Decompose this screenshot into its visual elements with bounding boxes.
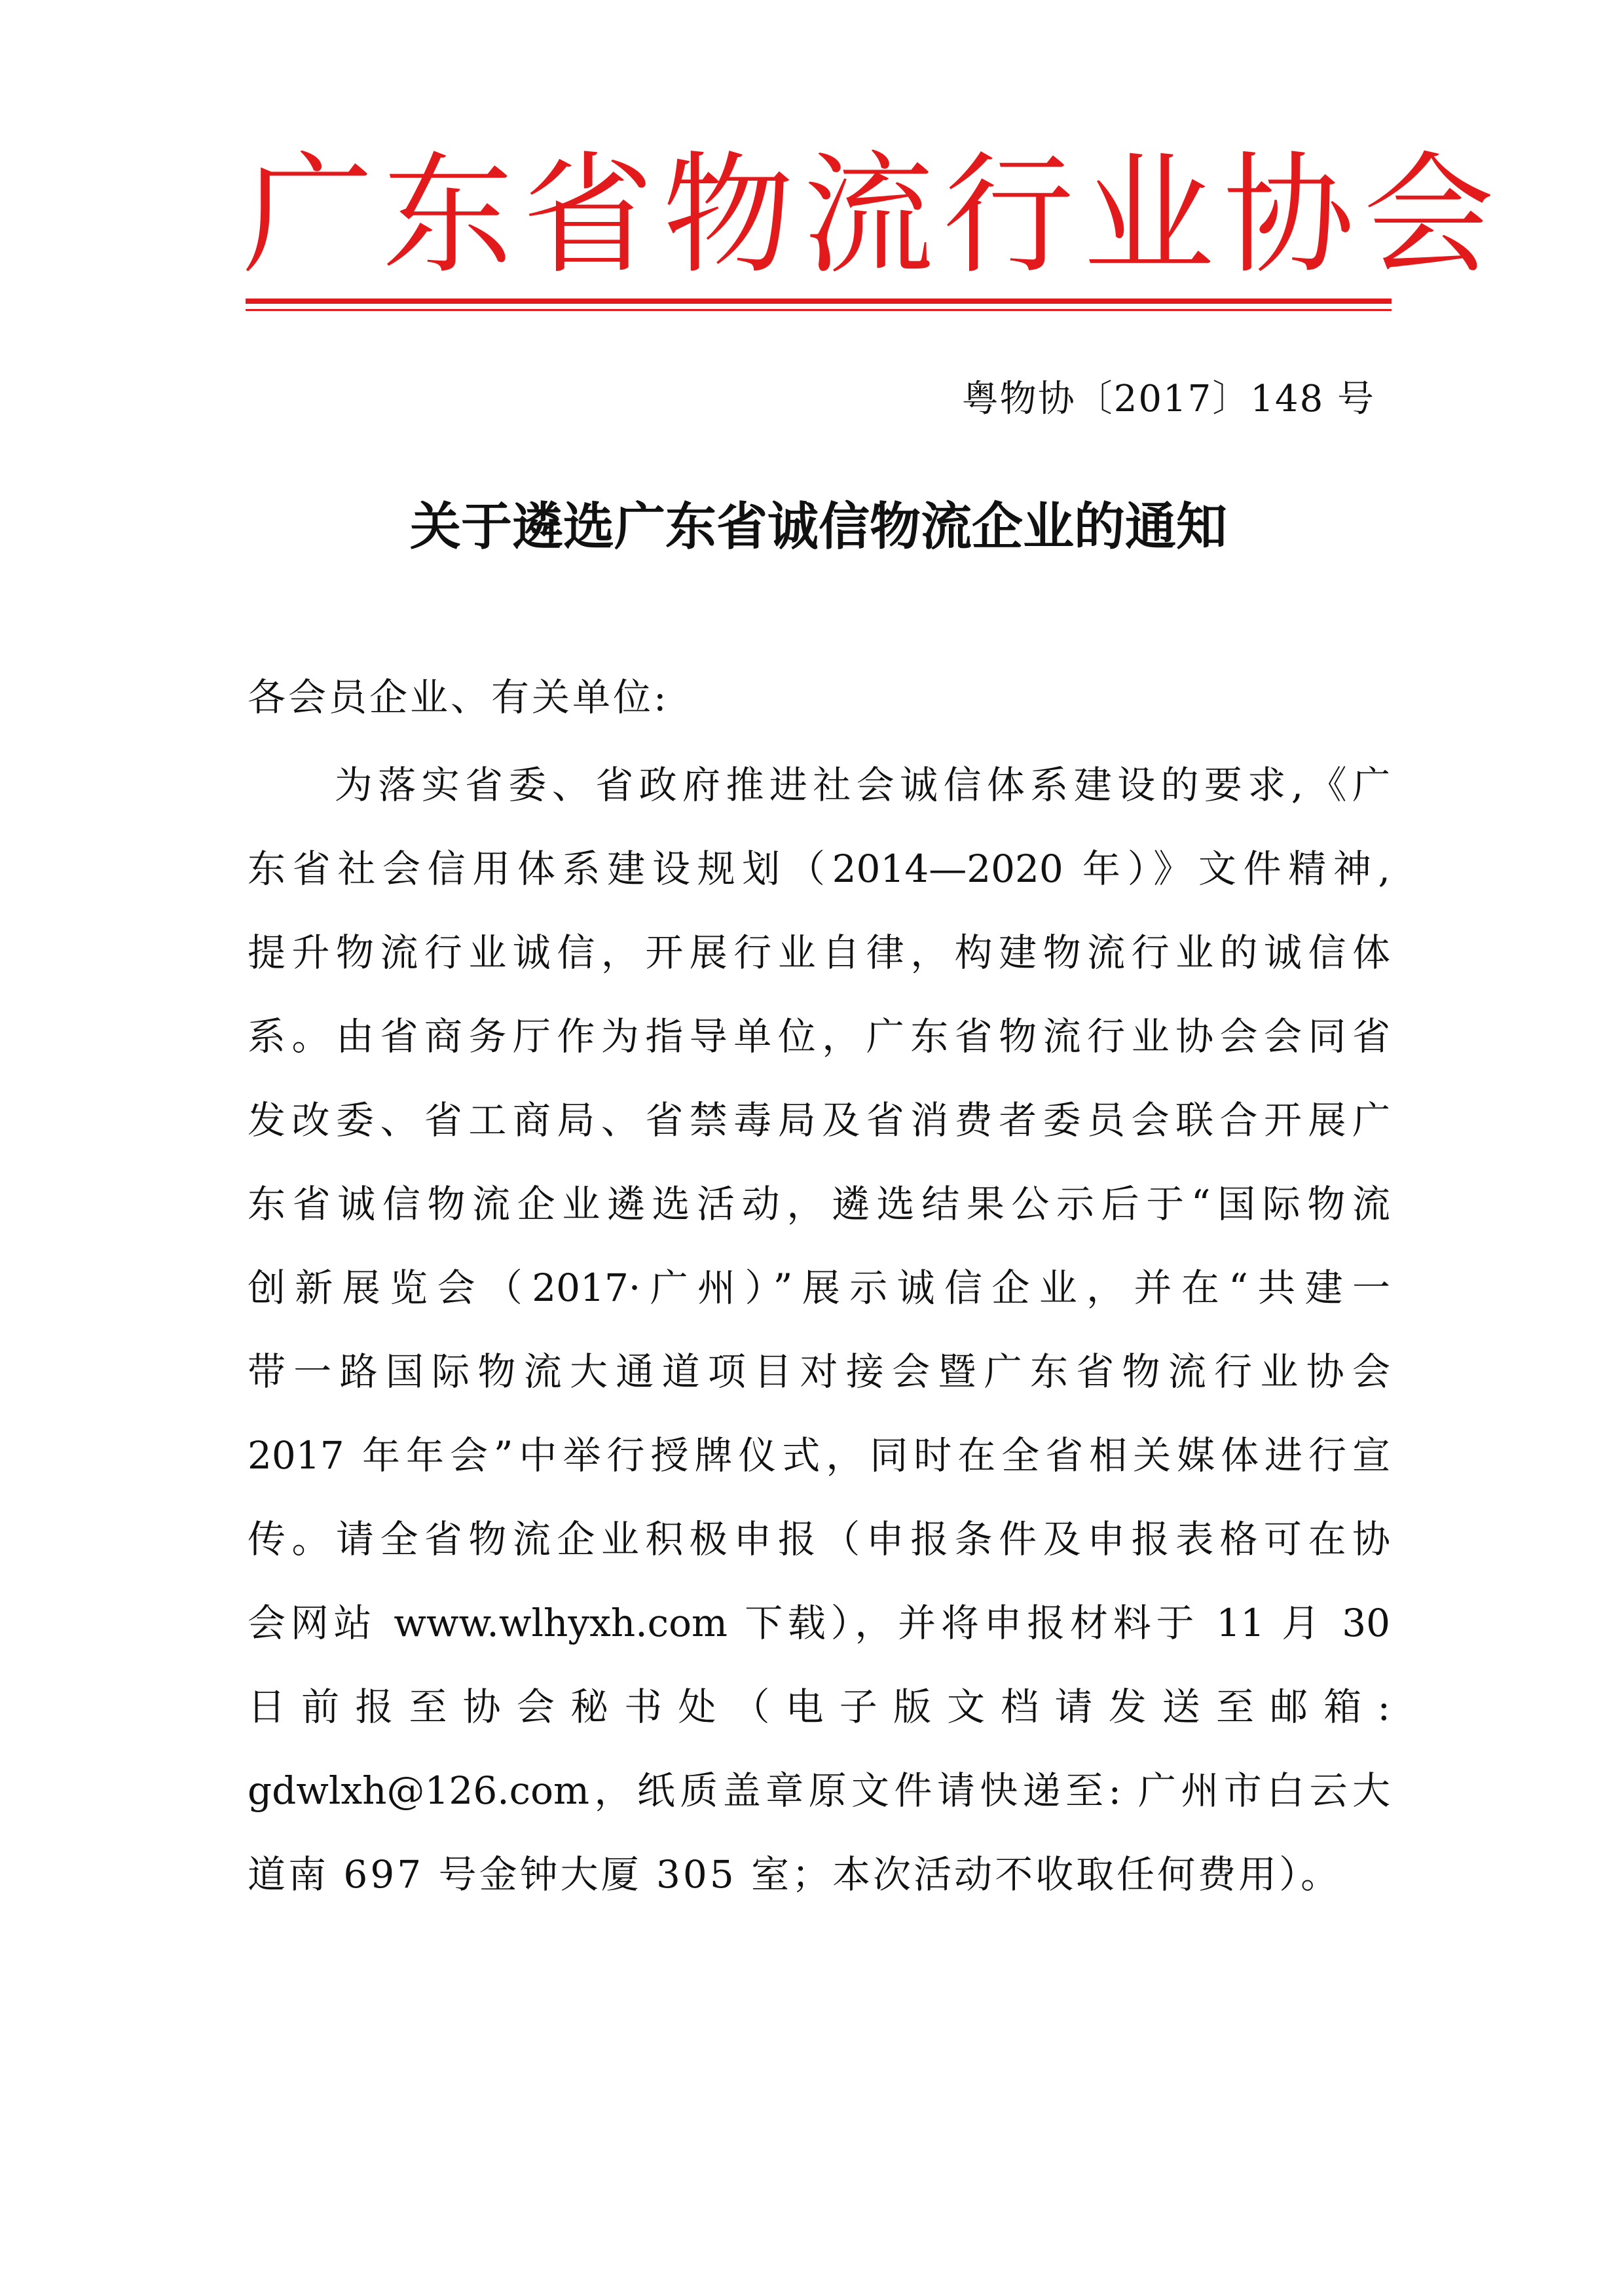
body-line: 发改委、省工商局、省禁毒局及省消费者委员会联合开展广 <box>248 1098 1390 1142</box>
body-line: 为落实省委、省政府推进社会诚信体系建设的要求,《广 <box>248 763 1390 807</box>
masthead-divider-thin <box>246 309 1392 311</box>
body-line: 日前报至协会秘书处（电子版文档请发送至邮箱: <box>248 1685 1390 1729</box>
masthead-divider-thick <box>246 299 1392 304</box>
document-title: 关于遴选广东省诚信物流企业的通知 <box>409 498 1227 556</box>
body-line: gdwlxh@126.com，纸质盖章原文件请快递至: 广州市白云大 <box>248 1768 1390 1813</box>
body-line: 东省诚信物流企业遴选活动，遴选结果公示后于“国际物流 <box>248 1182 1390 1226</box>
salutation: 各会员企业、有关单位: <box>248 675 669 720</box>
body-line: 会网站 www.wlhyxh.com 下载），并将申报材料于 11 月 30 <box>248 1601 1390 1645</box>
body-line: 带一路国际物流大通道项目对接会暨广东省物流行业协会 <box>248 1349 1390 1394</box>
body-line: 提升物流行业诚信，开展行业自律，构建物流行业的诚信体 <box>248 930 1390 975</box>
body-line: 道南 697 号金钟大厦 305 室；本次活动不收取任何费用）。 <box>248 1852 1342 1897</box>
body-line: 系。由省商务厅作为指导单位，广东省物流行业协会会同省 <box>248 1014 1390 1059</box>
body-line: 东省社会信用体系建设规划（2014—2020 年）》文件精神, <box>248 847 1390 891</box>
body-line: 传。请全省物流企业积极申报（申报条件及申报表格可在协 <box>248 1517 1390 1561</box>
body-paragraph <box>248 743 1390 1916</box>
document-number: 粤物协〔2017〕148 号 <box>961 378 1375 420</box>
body-line: 2017 年年会”中举行授牌仪式，同时在全省相关媒体进行宣 <box>248 1433 1390 1478</box>
masthead-org-name: 广东省物流行业协会 <box>242 139 1504 292</box>
body-line: 创新展览会（2017·广州）”展示诚信企业，并在“共建一 <box>248 1266 1390 1310</box>
